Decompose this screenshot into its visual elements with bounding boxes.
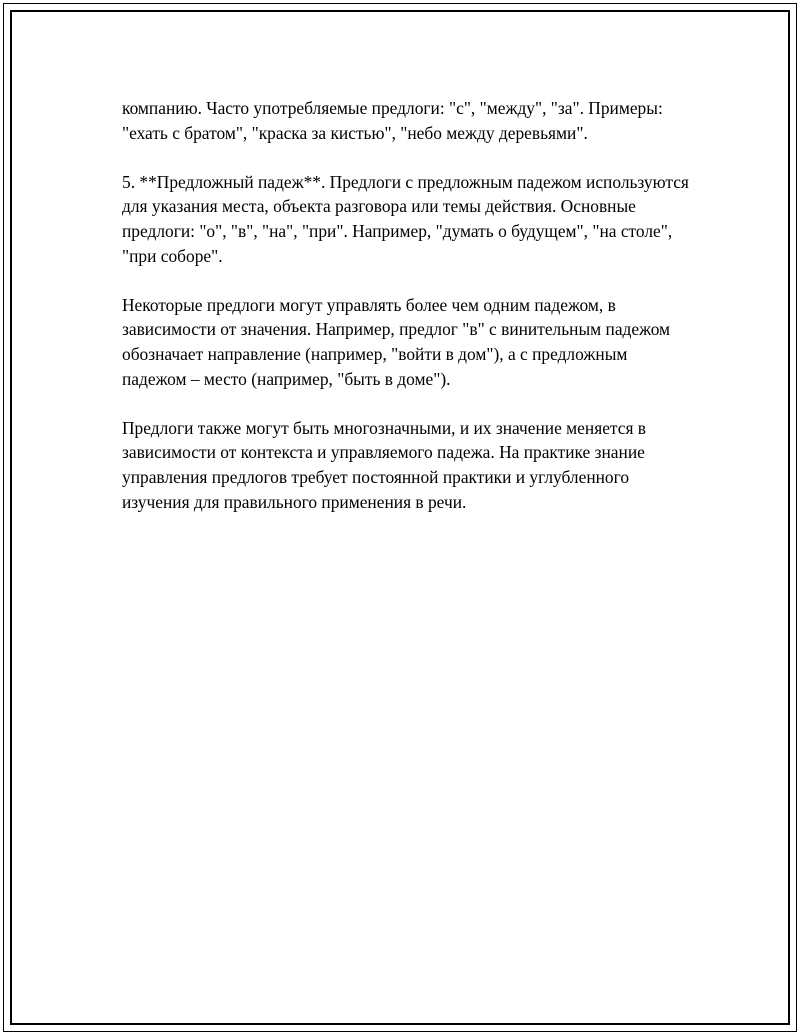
paragraph-multiple-cases: Некоторые предлоги могут управлять более чем одним падежом, в зависимости от значения. Например, предлог "в" с винительным падежом обозначает направление (например, "войти в дом"), а с предложным падежом – место (например, "быть в доме"). bbox=[122, 294, 671, 389]
document-body bbox=[122, 96, 692, 539]
paragraph-genitive-continuation: компанию. Часто употребляемые предлоги: "с", "между", "за". Примеры: "ехать с братом", "краска за кистью", "небо между деревьями". bbox=[122, 98, 663, 143]
paragraph-polysemy: Предлоги также могут быть многозначными, и их значение меняется в зависимости от контекста и управляемого падежа. На практике знание управления предлогов требует постоянной практики и углубленного изучения для правильного применения в речи. bbox=[122, 417, 647, 512]
document-page bbox=[3, 3, 797, 1032]
paragraph-prepositional-case: 5. **Предложный падеж**. Предлоги с предложным падежом используются для указания места, объекта разговора или темы действия. Основные предлоги: "о", "в", "на", "при". Например, "думать о будущем", "на столе", "при соборе". bbox=[122, 171, 689, 266]
